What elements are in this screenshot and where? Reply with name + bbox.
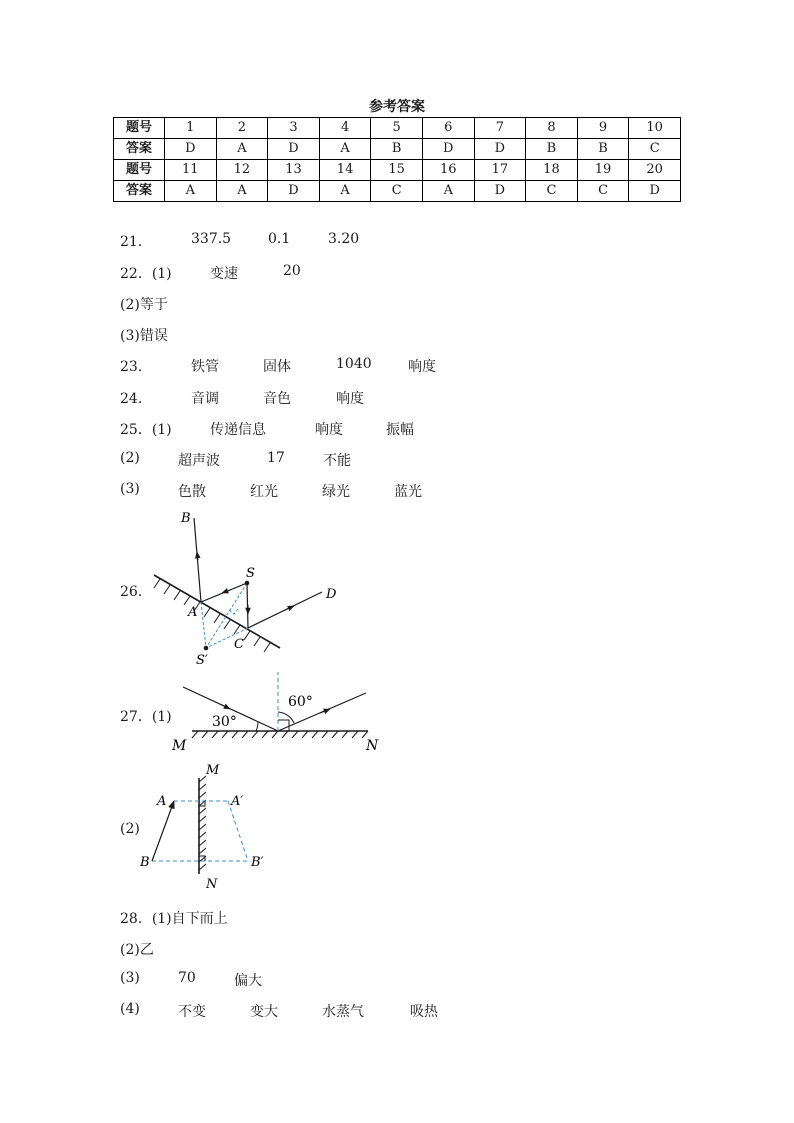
answer-text: 色散: [178, 484, 206, 500]
answer-text: 20: [283, 263, 301, 279]
table-cell: D: [268, 181, 320, 202]
label-c: C: [234, 637, 244, 652]
answer-text: 蓝光: [394, 484, 422, 500]
table-cell: A: [319, 139, 371, 160]
table-cell: C: [526, 181, 578, 202]
table-cell: B: [526, 139, 578, 160]
answer-text: 红光: [250, 484, 278, 500]
table-cell: A: [216, 181, 268, 202]
answer-text: 3.20: [328, 231, 360, 247]
table-cell: C: [577, 181, 629, 202]
answer-text: 70: [178, 970, 196, 986]
table-cell: B: [577, 139, 629, 160]
page-title: 参考答案: [369, 99, 425, 115]
right-angle-mark: [199, 856, 205, 861]
label-b: B: [181, 511, 191, 526]
question-number: 23．: [120, 359, 152, 375]
object-arrow: [152, 801, 174, 861]
table-cell: 6: [422, 118, 474, 139]
label-a-prime: A′: [231, 794, 244, 809]
label-m: M: [172, 738, 187, 754]
table-cell: 18: [526, 160, 578, 181]
question-number: (2): [120, 450, 140, 466]
table-cell: C: [629, 139, 681, 160]
table-cell: 15: [371, 160, 423, 181]
answer-text: 绿光: [322, 484, 350, 500]
answer-text: 水蒸气: [322, 1004, 364, 1020]
virtual-image-lines: [152, 801, 248, 861]
answer-22-3: (3)错误: [120, 328, 168, 344]
question-number: (4): [120, 1001, 140, 1017]
question-number: 25．(1): [120, 422, 172, 438]
table-cell: 2: [216, 118, 268, 139]
question-number: 22．(1): [120, 266, 172, 282]
table-cell: 5: [371, 118, 423, 139]
angle-label-60: 60°: [288, 694, 313, 710]
table-cell: D: [474, 139, 526, 160]
question-number-26: 26．: [120, 584, 152, 600]
table-cell: 8: [526, 118, 578, 139]
answer-text: 吸热: [410, 1004, 438, 1020]
table-cell: A: [422, 181, 474, 202]
label-a: A: [188, 605, 198, 620]
table-cell: 4: [319, 118, 371, 139]
table-cell: 16: [422, 160, 474, 181]
question-number: 21．: [120, 234, 152, 250]
table-cell: D: [165, 139, 217, 160]
answer-text: 音色: [263, 391, 291, 407]
label-s: S: [246, 566, 255, 581]
table-cell: A: [165, 181, 217, 202]
label-d: D: [326, 587, 337, 602]
table-cell: 12: [216, 160, 268, 181]
table-cell: D: [422, 139, 474, 160]
label-n: N: [206, 877, 218, 892]
row-header-question: 题号: [114, 160, 165, 181]
answer-text: 变大: [250, 1004, 278, 1020]
row-header-answer: 答案: [114, 181, 165, 202]
label-m: M: [206, 763, 220, 778]
table-cell: 13: [268, 160, 320, 181]
answer-text: 铁管: [191, 359, 219, 375]
table-cell: B: [371, 139, 423, 160]
angle-label-30: 30°: [212, 714, 237, 730]
answer-text: 传递信息: [210, 422, 266, 438]
table-cell: 7: [474, 118, 526, 139]
table-cell: 9: [577, 118, 629, 139]
question-number: (3): [120, 481, 140, 497]
answer-text: 振幅: [386, 422, 414, 438]
answer-text: 0.1: [268, 231, 291, 247]
table-cell: 11: [165, 160, 217, 181]
table-cell: 3: [268, 118, 320, 139]
table-cell: D: [629, 181, 681, 202]
question-number: 24．: [120, 391, 152, 407]
label-a: A: [157, 794, 167, 809]
label-s-prime: S′: [196, 653, 208, 668]
table-cell: 10: [629, 118, 681, 139]
table-cell: 14: [319, 160, 371, 181]
table-cell: A: [216, 139, 268, 160]
question-number-27: 27．(1): [120, 709, 172, 725]
label-b-prime: B′: [251, 855, 264, 870]
label-b: B: [140, 855, 150, 870]
answer-22-2: (2)等于: [120, 297, 168, 313]
answer-text: 响度: [408, 359, 436, 375]
table-cell: A: [319, 181, 371, 202]
answer-text: 不变: [178, 1004, 206, 1020]
answer-text: 响度: [336, 391, 364, 407]
answer-text: 变速: [210, 266, 238, 282]
answer-text: 音调: [191, 391, 219, 407]
answer-text: 超声波: [178, 453, 220, 469]
answer-text: 1040: [336, 356, 372, 372]
answer-28-1: 28．(1)自下而上: [120, 911, 228, 927]
answer-text: 偏大: [234, 973, 262, 989]
answer-text: 337.5: [191, 231, 232, 247]
answer-text: 响度: [315, 422, 343, 438]
answer-text: 不能: [323, 453, 351, 469]
table-cell: C: [371, 181, 423, 202]
answer-text: 17: [267, 450, 285, 466]
question-number-27-2: (2): [120, 821, 140, 837]
table-cell: 20: [629, 160, 681, 181]
row-header-question: 题号: [114, 118, 165, 139]
table-cell: 19: [577, 160, 629, 181]
answer-text: 固体: [263, 359, 291, 375]
row-header-answer: 答案: [114, 139, 165, 160]
table-cell: D: [474, 181, 526, 202]
answer-28-2: (2)乙: [120, 942, 154, 958]
table-cell: D: [268, 139, 320, 160]
table-cell: 17: [474, 160, 526, 181]
question-number: (3): [120, 970, 140, 986]
label-n: N: [366, 738, 379, 754]
table-cell: 1: [165, 118, 217, 139]
